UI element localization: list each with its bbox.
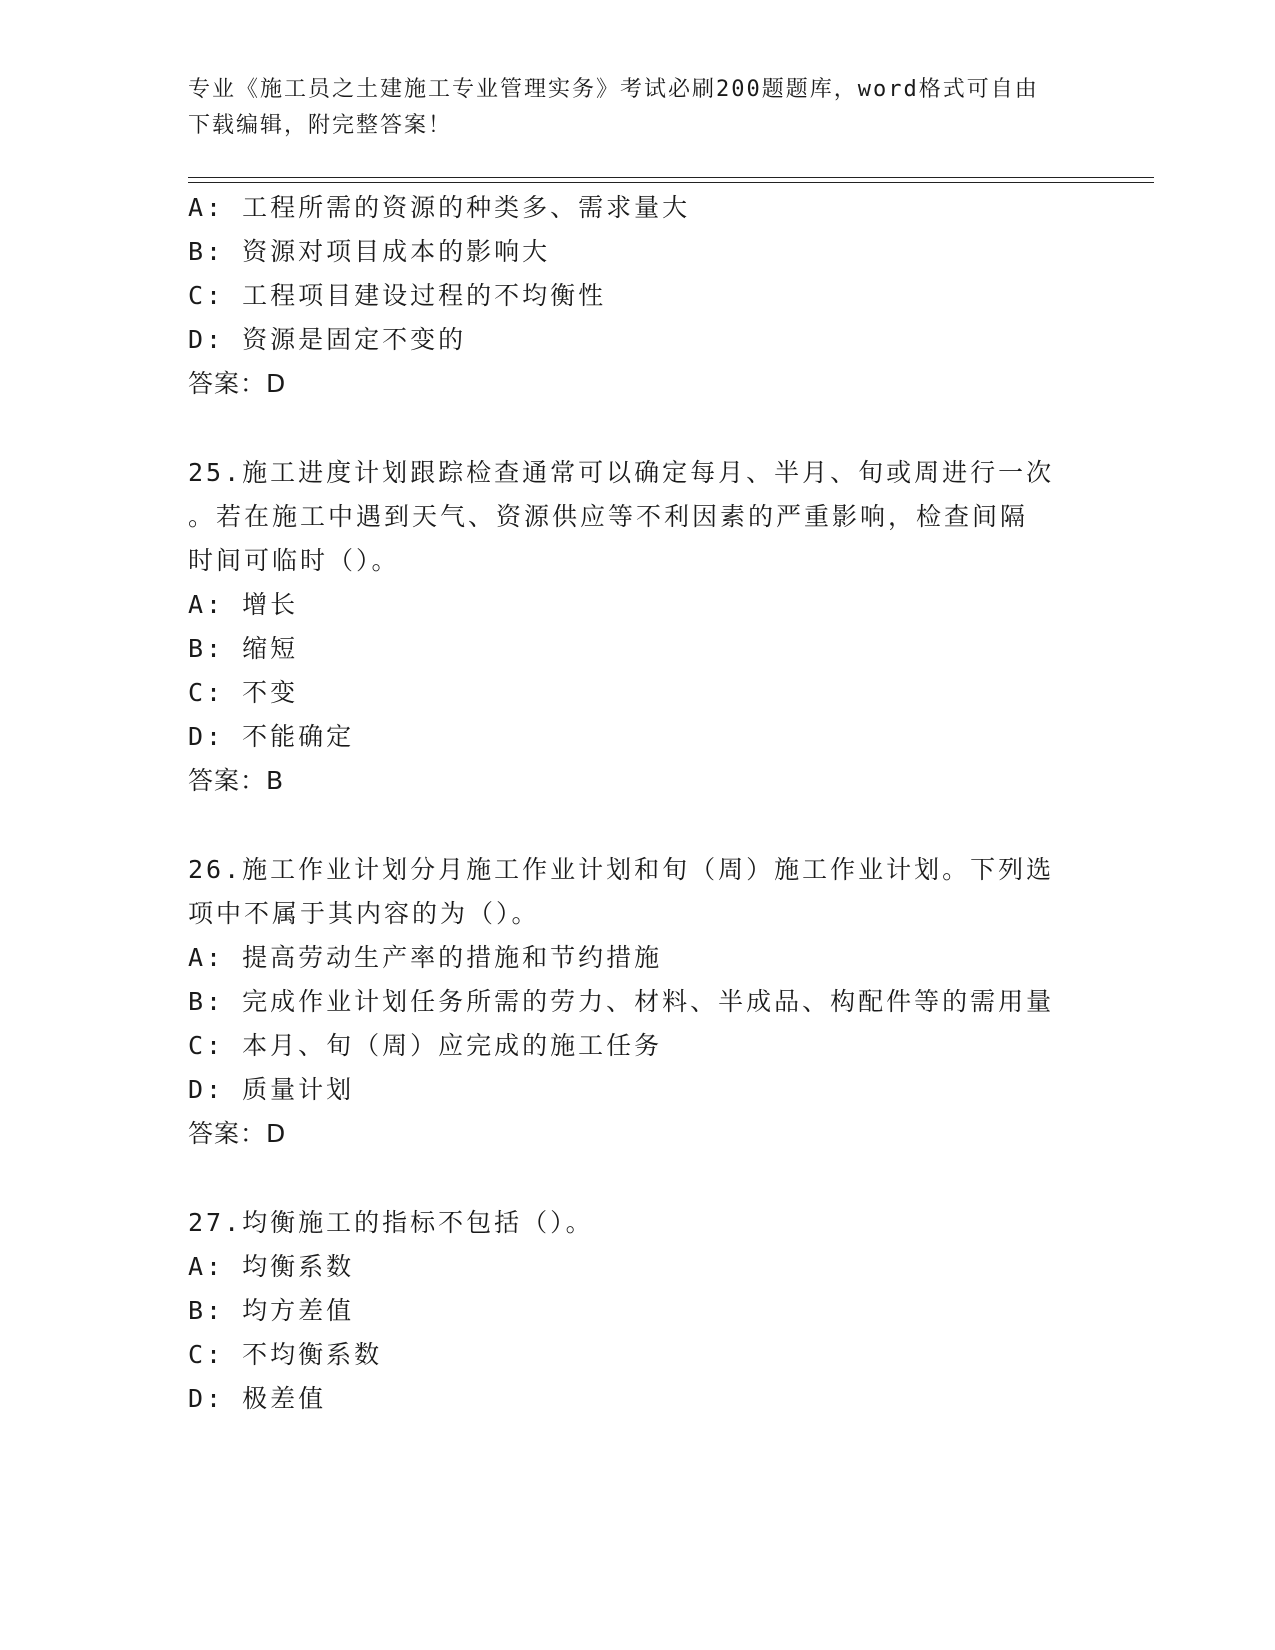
q27-option-d: D: 极差值: [188, 1384, 327, 1413]
q26-option-b: B: 完成作业计划任务所需的劳力、材料、半成品、构配件等的需用量: [188, 987, 1055, 1016]
q25-answer: 答案：B: [188, 766, 285, 795]
q27-option-a: A: 均衡系数: [188, 1252, 355, 1281]
q26-answer: 答案：D: [188, 1119, 287, 1148]
q24-option-a: A: 工程所需的资源的种类多、需求量大: [188, 193, 691, 222]
q24-answer: 答案：D: [188, 369, 287, 398]
q27-option-b: B: 均方差值: [188, 1296, 355, 1325]
q25-stem-line-3: 时间可临时（）。: [188, 546, 400, 575]
document-header: [188, 72, 1068, 144]
q25-option-d: D: 不能确定: [188, 722, 355, 751]
q26-stem-line-2: 项中不属于其内容的为（）。: [188, 899, 540, 928]
q25-stem-line-2: 。若在施工中遇到天气、资源供应等不利因素的严重影响，检查间隔: [188, 502, 1029, 531]
q26-stem-line-1: 26.施工作业计划分月施工作业计划和旬（周）施工作业计划。下列选: [188, 855, 1055, 884]
header-line-2: 下载编辑，附完整答案！: [188, 113, 453, 138]
header-line-1: 专业《施工员之土建施工专业管理实务》考试必刷200题题库，word格式可自由: [188, 77, 1039, 102]
q24-option-b: B: 资源对项目成本的影响大: [188, 237, 551, 266]
q25-stem-line-1: 25.施工进度计划跟踪检查通常可以确定每月、半月、旬或周进行一次: [188, 458, 1055, 487]
q26-option-a: A: 提高劳动生产率的措施和节约措施: [188, 943, 663, 972]
q26-option-d: D: 质量计划: [188, 1075, 355, 1104]
q27-option-c: C: 不均衡系数: [188, 1340, 383, 1369]
header-divider-top: [188, 177, 1154, 178]
q25-option-c: C: 不变: [188, 678, 299, 707]
q25-option-b: B: 缩短: [188, 634, 299, 663]
q27-stem-line-1: 27.均衡施工的指标不包括（）。: [188, 1208, 594, 1237]
q24-option-c: C: 工程项目建设过程的不均衡性: [188, 281, 607, 310]
q26-option-c: C: 本月、旬（周）应完成的施工任务: [188, 1031, 663, 1060]
q25-option-a: A: 增长: [188, 590, 299, 619]
header-divider-bottom: [188, 182, 1154, 183]
q24-option-d: D: 资源是固定不变的: [188, 325, 467, 354]
